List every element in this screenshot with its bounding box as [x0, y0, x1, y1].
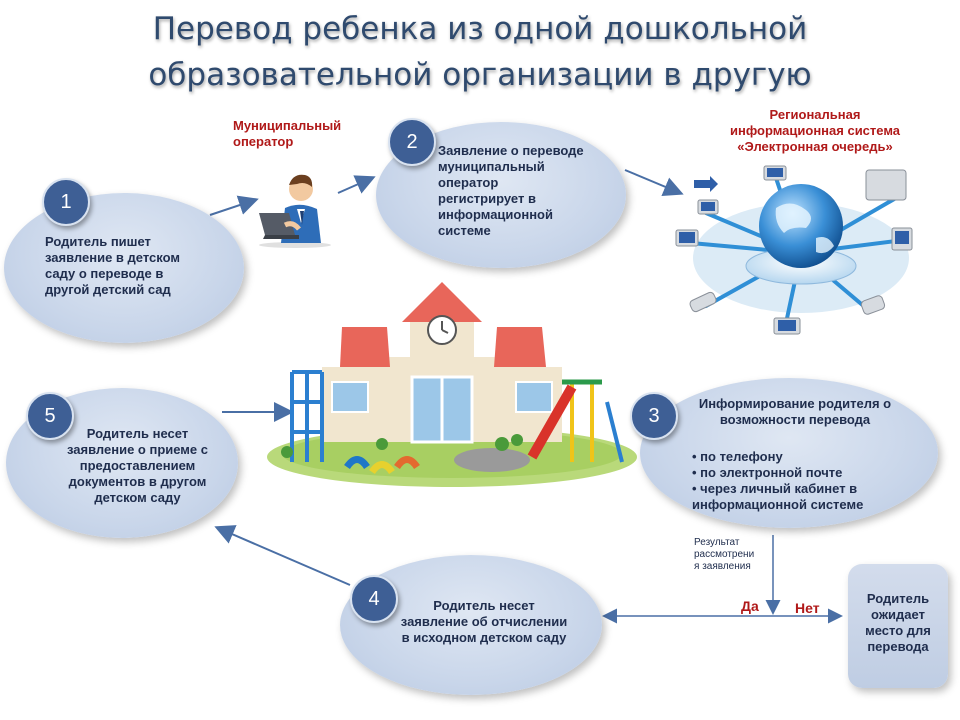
step-3-number: 3 — [630, 392, 678, 440]
list-item: информационной системе — [692, 497, 864, 512]
waiting-box-text: Родитель ожидает место для перевода — [865, 591, 931, 654]
step-3-heading: Информирование родителя о возможности перевода — [698, 396, 892, 427]
step-2-text: Заявление о переводе муниципальный оператор регистрирует в информационной системе — [438, 143, 584, 238]
result-label: Результат рассмотрени я заявления — [694, 537, 755, 572]
no-label: Нет — [795, 600, 820, 616]
kindergarten-illustration — [262, 272, 642, 492]
list-item: • по телефону — [692, 449, 783, 464]
step-1-number: 1 — [42, 178, 90, 226]
arrow-1-to-operator — [210, 200, 255, 215]
step-1-text: Родитель пишет заявление в детском саду о переводе в другой детский сад — [45, 234, 180, 297]
step-5-text: Родитель несет заявление о приеме с предоставлением документов в другом детском саду — [66, 426, 208, 505]
title-line-2: образовательной организации в другую — [148, 57, 812, 93]
step-4-number: 4 — [350, 575, 398, 623]
step-5-number: 5 — [26, 392, 74, 440]
operator-label: Муниципальный оператор — [233, 118, 342, 149]
list-item: • через личный кабинет в — [692, 481, 858, 496]
arrow-4-to-5 — [218, 528, 350, 585]
yes-label: Да — [741, 598, 759, 614]
operator-person-icon — [255, 163, 335, 248]
step-4-text: Родитель несет заявление об отчислении в исходном детском саду — [400, 598, 568, 645]
step-2-number: 2 — [388, 118, 436, 166]
step-3-channels-list — [692, 449, 907, 513]
arrow-operator-to-2 — [338, 178, 372, 193]
title-line-1: Перевод ребенка из одной дошкольной — [152, 11, 808, 47]
regional-system-label: Региональная информационная система «Электронная очередь» — [729, 107, 901, 154]
network-globe-icon — [666, 158, 928, 358]
list-item: • по электронной почте — [692, 465, 843, 480]
